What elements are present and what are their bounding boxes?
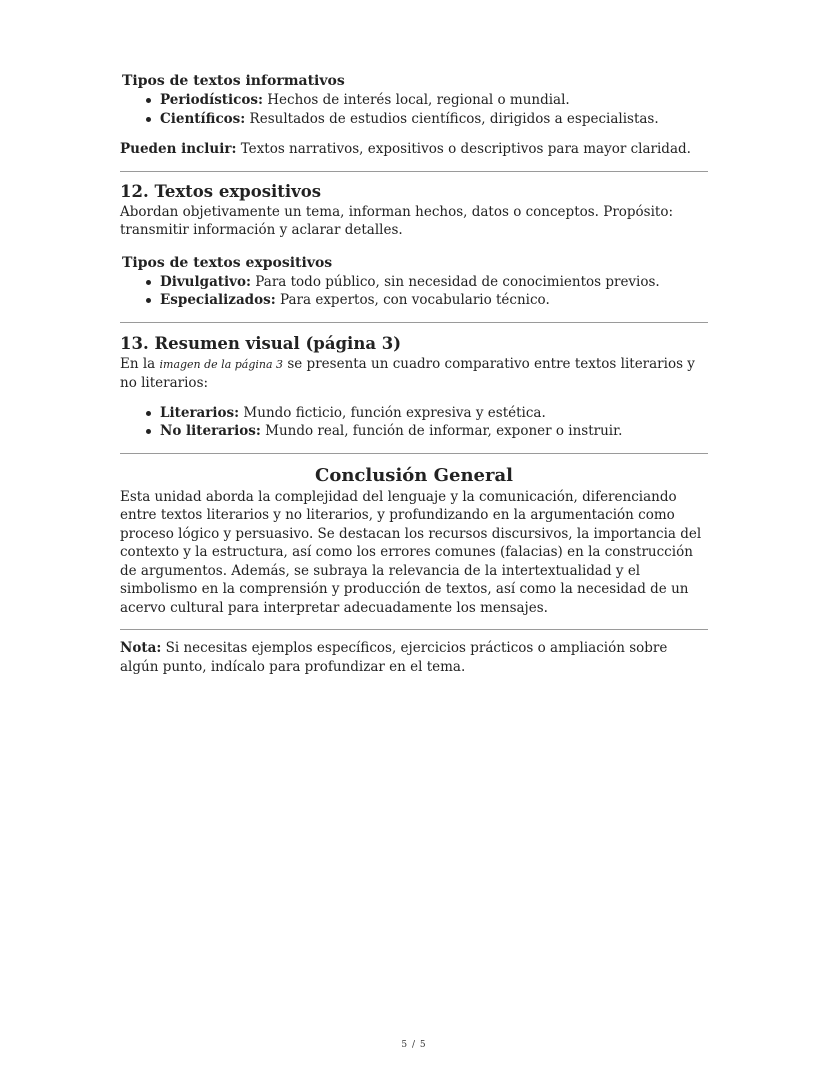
section-12-title: 12. Textos expositivos	[120, 181, 322, 201]
section-divider	[120, 322, 708, 323]
section-divider	[120, 453, 708, 454]
informativos-heading: Tipos de textos informativos	[122, 73, 345, 89]
list-item	[120, 422, 708, 441]
item-text: Mundo real, función de informar, exponer o instruir.	[260, 423, 623, 439]
section-divider	[120, 629, 708, 630]
list-item	[120, 273, 708, 292]
note-text: Textos narrativos, expositivos o descriptivos para mayor claridad.	[236, 141, 691, 157]
page-number: 5 / 5	[401, 1040, 427, 1050]
intro-text: se presenta un cuadro comparativo entre textos literarios y no literarios:	[120, 355, 695, 391]
pueden-incluir-note	[120, 140, 708, 159]
section-13-intro	[120, 355, 708, 393]
note-term: Pueden incluir:	[120, 141, 237, 157]
expositivos-list	[120, 273, 708, 310]
item-text: Para todo público, sin necesidad de conocimientos previos.	[251, 273, 660, 290]
item-text: Para expertos, con vocabulario técnico.	[275, 292, 550, 308]
intro-text: En la	[120, 355, 160, 372]
item-text: Mundo ficticio, función expresiva y estética.	[239, 404, 546, 421]
list-item	[120, 404, 708, 423]
item-term: Periodísticos:	[160, 92, 263, 108]
section-13-title: 13. Resumen visual (página 3)	[120, 333, 402, 353]
list-item	[120, 291, 708, 310]
conclusion-title: Conclusión General	[315, 464, 513, 486]
document-page	[120, 72, 708, 676]
informativos-list	[120, 91, 708, 128]
item-term: Especializados:	[160, 292, 276, 308]
section-divider	[120, 171, 708, 172]
resumen-list	[120, 404, 708, 441]
nota-text: Si necesitas ejemplos específicos, ejercicios prácticos o ampliación sobre algún punto, indícalo para profundizar en el tema.	[120, 640, 668, 675]
intro-emphasis: imagen de la página 3	[159, 357, 284, 371]
list-item	[120, 110, 708, 129]
item-term: Científicos:	[160, 110, 246, 127]
item-text: Hechos de interés local, regional o mundial.	[262, 92, 570, 108]
item-term: No literarios:	[160, 423, 261, 439]
conclusion-body: Esta unidad aborda la complejidad del lenguaje y la comunicación, diferenciando entre textos literarios y no literarios, y profundizando en la argumentación como proceso lógico y persuasivo. Se destacan los recursos discursivos, la importancia del contexto y la estructura, así como los errores comunes (falacias) en la construcción de argumentos. Además, se subraya la relevancia de la intertextualidad y el simbolismo en la comprensión y producción de textos, así como la necesidad de un acervo cultural para interpretar adecuadamente los mensajes.	[120, 488, 702, 616]
list-item	[120, 91, 708, 110]
nota-paragraph	[120, 639, 708, 676]
nota-term: Nota:	[120, 640, 162, 656]
item-text: Resultados de estudios científicos, dirigidos a especialistas.	[245, 110, 659, 127]
item-term: Divulgativo:	[160, 273, 252, 290]
section-12-intro: Abordan objetivamente un tema, informan hechos, datos o conceptos. Propósito: transmitir información y aclarar detalles.	[120, 203, 674, 238]
item-term: Literarios:	[160, 404, 240, 421]
expositivos-heading: Tipos de textos expositivos	[122, 254, 333, 271]
